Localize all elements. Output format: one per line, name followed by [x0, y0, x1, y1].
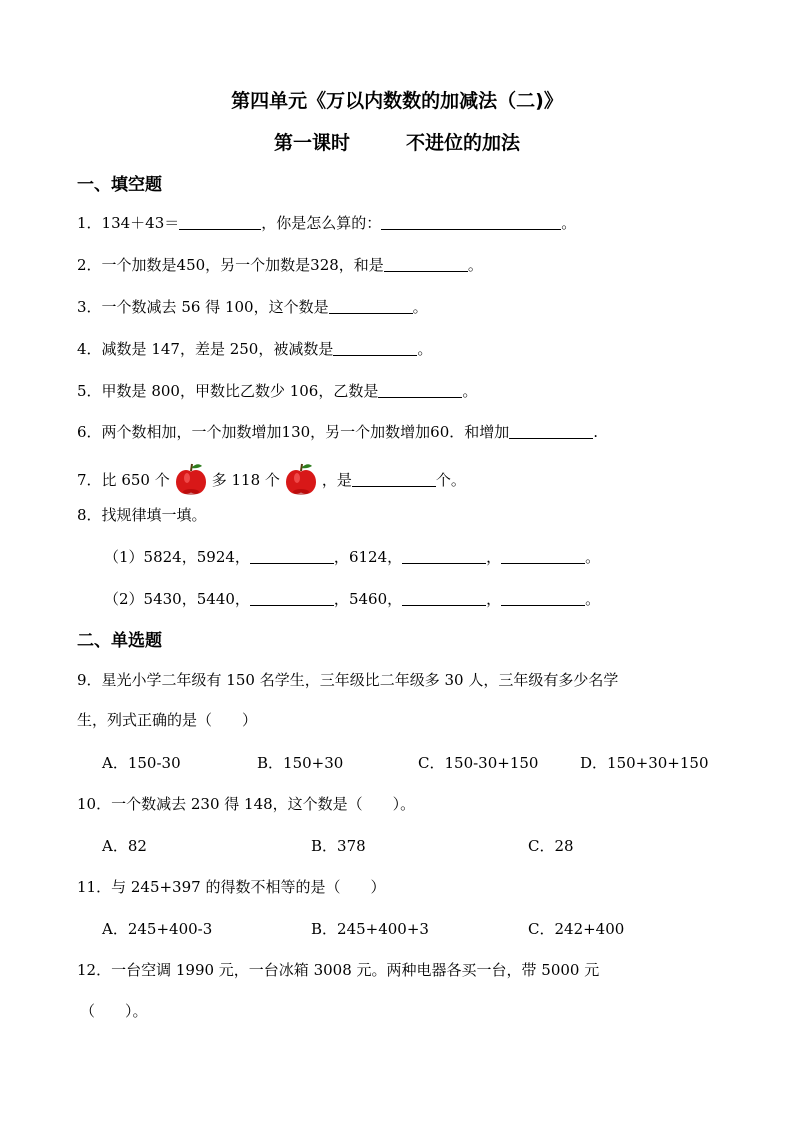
- q2-end: 。: [467, 256, 483, 274]
- q8-number: 8．: [77, 506, 102, 524]
- q8-p1-sep: ，: [333, 548, 349, 566]
- q8-p1-blank-2[interactable]: [402, 547, 486, 564]
- q8-p2-blank-2[interactable]: [402, 589, 486, 606]
- q7-end: 个。: [435, 471, 466, 489]
- q9-option-a[interactable]: A．150-30: [102, 754, 181, 772]
- question-9-line-2: 生，列式正确的是（ ）: [77, 711, 258, 729]
- q1-number: 1．: [77, 214, 102, 232]
- q9-option-c[interactable]: C．150-30+150: [418, 754, 539, 772]
- q6-text: 两个数相加，一个加数增加130，另一个加数增加60．和增加: [101, 423, 510, 441]
- question-12-line-1: 12．一台空调 1990 元，一台冰箱 3008 元。两种电器各买一台，带 5000 元: [77, 961, 600, 979]
- q8-p2-sep: ，: [486, 590, 502, 608]
- question-1: [77, 212, 576, 234]
- apple-icon: [174, 461, 208, 497]
- question-5: [77, 380, 477, 402]
- q8-p1-label: （1）: [104, 548, 144, 566]
- question-8: [77, 504, 207, 526]
- q10-option-c[interactable]: C．28: [528, 837, 574, 855]
- q3-text: 一个数减去 56 得 100，这个数是: [101, 298, 329, 316]
- q8-p1-blank-1[interactable]: [250, 547, 334, 564]
- q5-answer-blank[interactable]: [378, 381, 462, 398]
- q2-text: 一个加数是450，另一个加数是328，和是: [101, 256, 384, 274]
- q9-option-b[interactable]: B．150+30: [257, 754, 344, 772]
- question-8-part-1: [104, 546, 600, 568]
- q8-p1-end: 。: [585, 548, 601, 566]
- question-3: [77, 296, 428, 318]
- q11-option-b[interactable]: B．245+400+3: [311, 920, 429, 938]
- q4-answer-blank[interactable]: [333, 339, 417, 356]
- q8-p2-label: （2）: [104, 590, 144, 608]
- section-fill-blank-title: 一、填空题: [77, 175, 162, 195]
- section-single-choice-title: 二、单选题: [77, 631, 162, 651]
- q1-answer-blank[interactable]: [179, 213, 261, 230]
- q6-number: 6．: [77, 423, 102, 441]
- q10-option-a[interactable]: A．82: [102, 837, 147, 855]
- q3-number: 3．: [77, 298, 102, 316]
- question-10: 10．一个数减去 230 得 148，这个数是（ ）。: [77, 795, 416, 813]
- q8-p2-blank-3[interactable]: [501, 589, 585, 606]
- q8-p2-v2: 5440，: [196, 590, 250, 608]
- q6-answer-blank[interactable]: [509, 422, 593, 439]
- q4-end: 。: [417, 340, 433, 358]
- page-title: 第四单元《万以内数数的加减法（二)》: [231, 90, 563, 112]
- q1-text-a: 134＋43＝: [101, 214, 180, 232]
- question-7: [77, 461, 466, 497]
- q5-end: 。: [462, 382, 478, 400]
- q7-text-d: ，是: [321, 471, 352, 489]
- q10-option-b[interactable]: B．378: [311, 837, 366, 855]
- q8-p1-v3: 6124，: [348, 548, 403, 566]
- q6-end: .: [593, 423, 599, 441]
- q2-number: 2．: [77, 256, 102, 274]
- q7-text-b: 多 118 个: [211, 471, 280, 489]
- q1-method-blank[interactable]: [381, 213, 561, 230]
- q8-p2-v1: 5430，: [143, 590, 197, 608]
- question-4: [77, 338, 432, 360]
- q8-p1-blank-3[interactable]: [501, 547, 585, 564]
- question-11: 11．与 245+397 的得数不相等的是（ ）: [77, 878, 386, 896]
- q7-number: 7．: [77, 471, 102, 489]
- question-6: [77, 421, 598, 443]
- q4-text: 减数是 147，差是 250，被减数是: [101, 340, 334, 358]
- q1-end: 。: [561, 214, 577, 232]
- q8-text: 找规律填一填。: [101, 506, 207, 524]
- q5-text: 甲数是 800，甲数比乙数少 106，乙数是: [101, 382, 379, 400]
- q11-option-c[interactable]: C．242+400: [528, 920, 625, 938]
- lesson-title-b: 不进位的加法: [406, 132, 521, 154]
- q11-option-a[interactable]: A．245+400-3: [102, 920, 213, 938]
- q8-p1-v1: 5824，: [143, 548, 197, 566]
- q7-answer-blank[interactable]: [352, 470, 436, 487]
- q8-p2-blank-1[interactable]: [250, 589, 334, 606]
- q8-p2-sep: ，: [333, 590, 349, 608]
- lesson-title: [0, 128, 794, 155]
- question-8-part-2: [104, 588, 600, 610]
- q8-p2-v3: 5460，: [348, 590, 403, 608]
- question-12-line-2: （ ）。: [80, 1002, 148, 1020]
- q4-number: 4．: [77, 340, 102, 358]
- q1-text-b: ，你是怎么算的：: [261, 214, 382, 232]
- q8-p1-v2: 5924，: [196, 548, 250, 566]
- q5-number: 5．: [77, 382, 102, 400]
- lesson-title-a: 第一课时: [273, 132, 350, 154]
- q3-end: 。: [412, 298, 428, 316]
- q2-answer-blank[interactable]: [384, 255, 468, 272]
- q8-p1-sep: ，: [486, 548, 502, 566]
- apple-icon: [284, 461, 318, 497]
- question-9-line-1: 9．星光小学二年级有 150 名学生，三年级比二年级多 30 人，三年级有多少名学: [77, 671, 619, 689]
- question-2: [77, 254, 483, 276]
- q9-option-d[interactable]: D．150+30+150: [580, 754, 709, 772]
- q3-answer-blank[interactable]: [329, 297, 413, 314]
- q7-text-a: 比 650 个: [101, 471, 170, 489]
- q8-p2-end: 。: [585, 590, 601, 608]
